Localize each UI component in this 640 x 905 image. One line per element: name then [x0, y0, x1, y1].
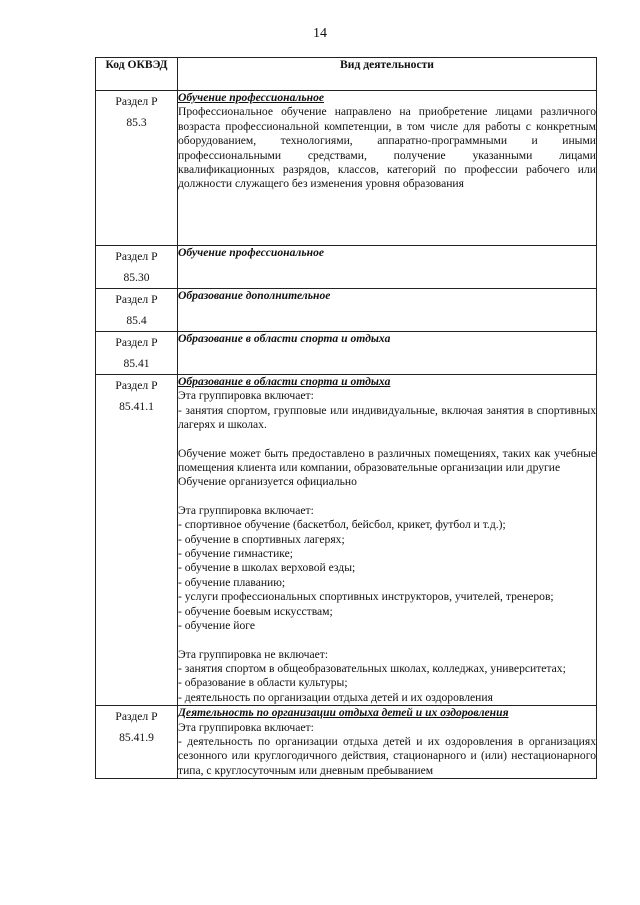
activity-cell	[178, 332, 597, 375]
activity-cell	[178, 375, 597, 706]
list-item: - обучение плаванию;	[178, 575, 286, 589]
code-cell	[96, 375, 178, 706]
activity-cell	[178, 706, 597, 779]
table-row	[96, 706, 597, 779]
list-item: - услуги профессиональных спортивных инструкторов, учителей, тренеров;	[178, 590, 554, 604]
paragraph: Обучение организуется официально	[178, 475, 357, 489]
table-row	[96, 91, 597, 246]
table-row	[96, 246, 597, 289]
code-cell	[96, 332, 178, 375]
list-item: - обучение боевым искусствам;	[178, 604, 333, 618]
includes-label: Эта группировка включает:	[178, 389, 314, 403]
paragraph: Обучение может быть предоставлено в различных помещениях, таких как учебные помещения клиента или компании, образовательные организации или другие	[178, 446, 596, 475]
activity-cell	[178, 246, 597, 289]
code-number: 85.4	[126, 314, 147, 327]
section-label: Раздел Р	[115, 95, 158, 108]
excludes-label: Эта группировка не включает:	[178, 647, 329, 661]
code-cell	[96, 91, 178, 246]
list-item: - образование в области культуры;	[178, 676, 348, 690]
section-label: Раздел Р	[115, 293, 158, 306]
table-header-row	[96, 58, 597, 91]
activity-text: Профессиональное обучение направлено на приобретение лицами различного возраста профессиональной компетенции, в том числе для работы с конкретным оборудованием, технологиями, аппаратно-программными и иными профессиональными средствами, получение указанными лицами квалификационных разрядов, классов, категорий по профессии рабочего или должности служащего без изменения уровня образования	[178, 105, 596, 191]
list-item: - занятия спортом, групповые или индивидуальные, включая занятия в спортивных лагерях и школах.	[178, 403, 596, 432]
activity-title: Обучение профессиональное	[178, 246, 325, 259]
section-label: Раздел Р	[115, 250, 158, 263]
table-row	[96, 332, 597, 375]
code-number: 85.41.1	[119, 400, 154, 413]
code-cell	[96, 289, 178, 332]
code-number: 85.30	[123, 271, 150, 284]
includes-label: Эта группировка включает:	[178, 720, 314, 734]
header-code: Код ОКВЭД	[96, 58, 178, 91]
code-number: 85.3	[126, 116, 147, 129]
okved-table	[95, 57, 597, 779]
activity-cell	[178, 289, 597, 332]
section-label: Раздел Р	[115, 336, 158, 349]
activity-title: Деятельность по организации отдыха детей и их оздоровления	[178, 706, 509, 720]
code-cell	[96, 706, 178, 779]
list-item: - занятия спортом в общеобразовательных школах, колледжах, университетах;	[178, 661, 566, 675]
activity-cell	[178, 91, 597, 246]
activity-title: Образование в области спорта и отдыха	[178, 375, 391, 388]
includes-label: Эта группировка включает:	[178, 503, 314, 517]
section-label: Раздел Р	[115, 379, 158, 392]
activity-title: Обучение профессиональное	[178, 91, 325, 104]
list-item: - обучение гимнастике;	[178, 547, 294, 561]
list-item: - спортивное обучение (баскетбол, бейсбол, крикет, футбол и т.д.);	[178, 518, 506, 532]
list-item: - обучение йоге	[178, 619, 255, 633]
table-row	[96, 289, 597, 332]
header-activity: Вид деятельности	[178, 58, 597, 91]
code-cell	[96, 246, 178, 289]
activity-title: Образование дополнительное	[178, 289, 331, 302]
activity-title: Образование в области спорта и отдыха	[178, 332, 391, 345]
list-item: - обучение в школах верховой езды;	[178, 561, 356, 575]
code-number: 85.41.9	[119, 731, 154, 745]
page-number: 14	[313, 26, 327, 41]
list-item: - обучение в спортивных лагерях;	[178, 532, 345, 546]
section-label: Раздел Р	[115, 710, 158, 724]
table-row	[96, 375, 597, 706]
list-item: - деятельность по организации отдыха детей и их оздоровления в организациях сезонного или круглогодичного действия, стационарного и (или) нестационарного типа, с круглосуточным или дневным пребыванием	[178, 734, 596, 777]
list-item: - деятельность по организации отдыха детей и их оздоровления	[178, 690, 493, 704]
code-number: 85.41	[123, 357, 150, 370]
